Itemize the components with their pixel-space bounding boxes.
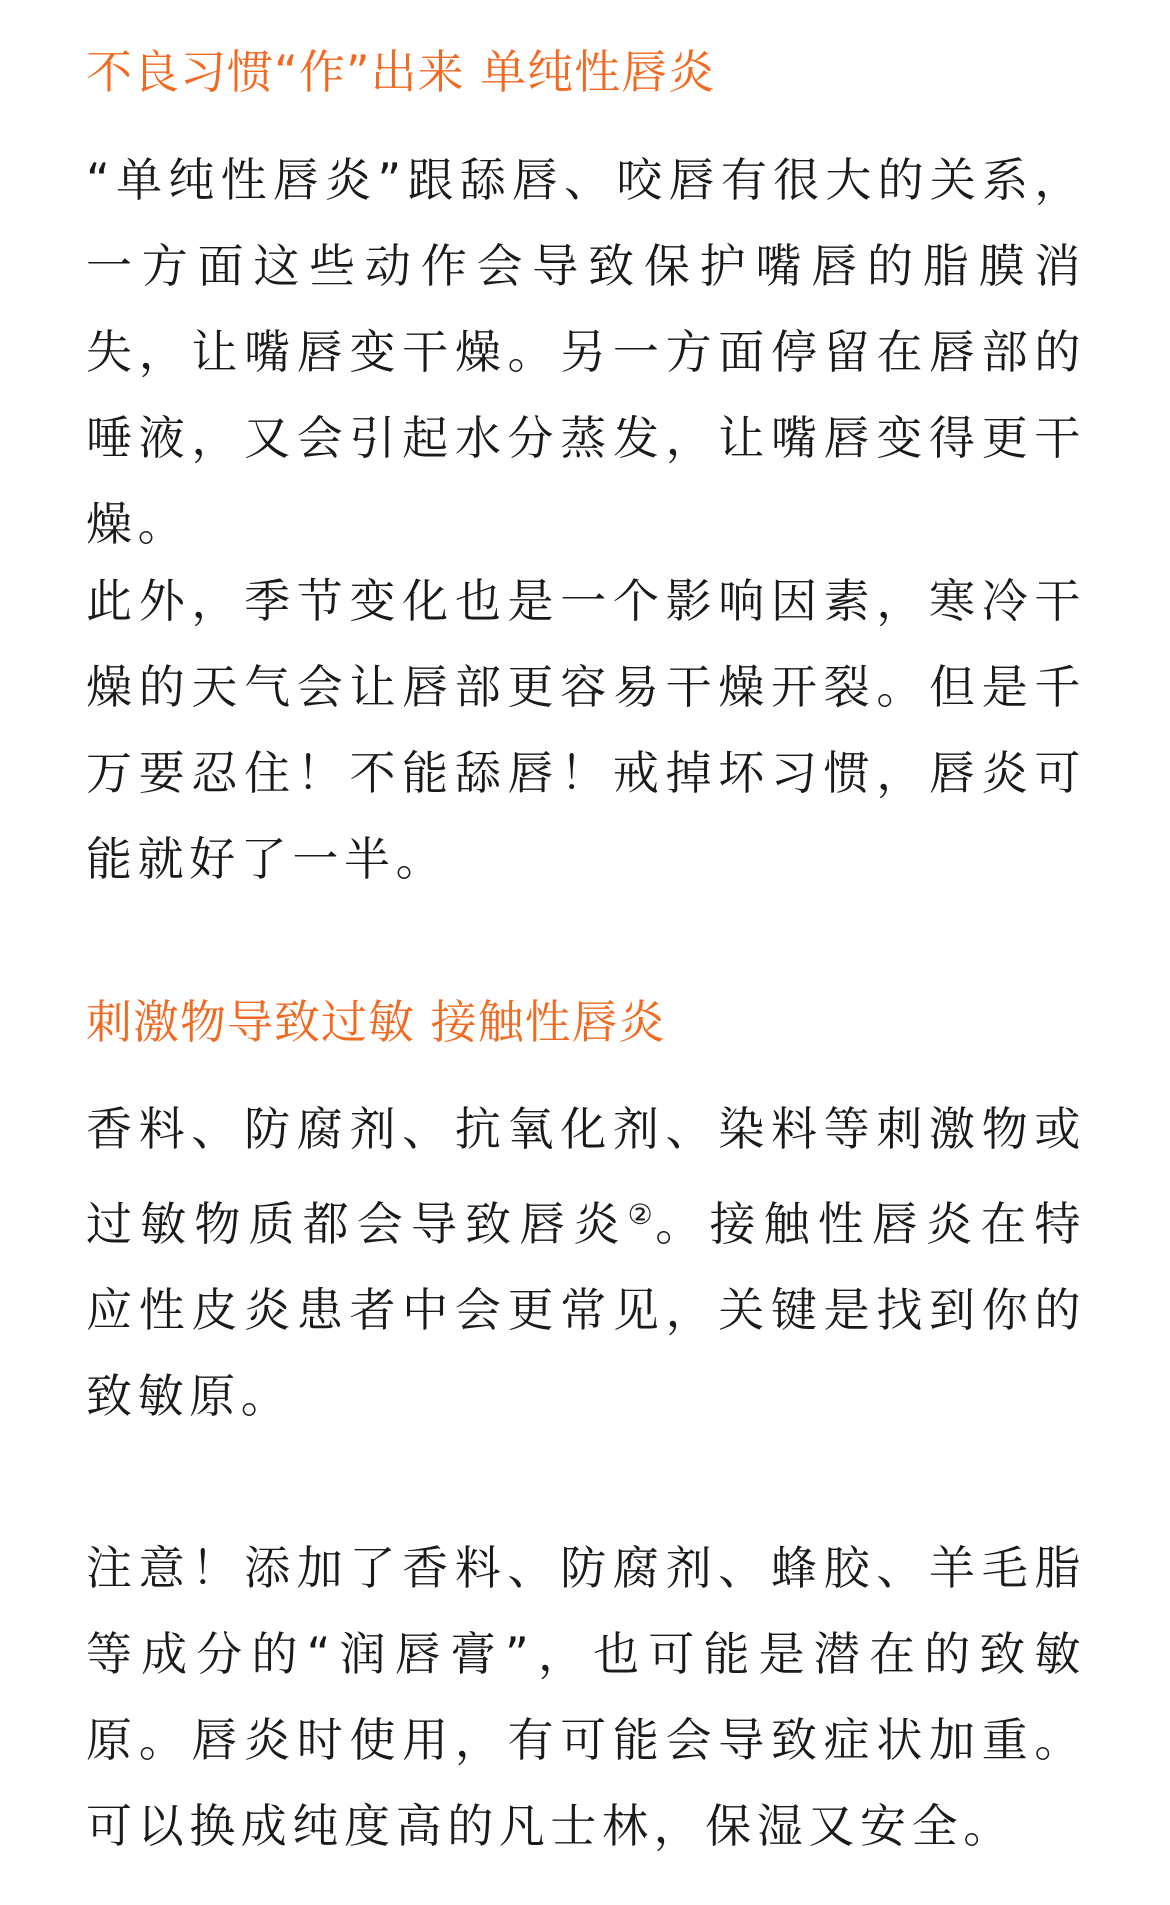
paragraph-lip-balm-warning: 注意！添加了香料、防腐剂、蜂胶、羊毛脂等成分的“润唇膏”，也可能是潜在的致敏原。唇炎时使用，有可能会导致症状加重。可以换成纯度高的凡士林，保湿又安全。 bbox=[86, 1541, 1086, 1853]
paragraph-season-factor: 此外，季节变化也是一个影响因素，寒冷干燥的天气会让唇部更容易干燥开裂。但是千万要忍住！不能舔唇！戒掉坏习惯，唇炎可能就好了一半。 bbox=[86, 574, 1086, 886]
section-heading-simple-cheilitis: 不良习惯“作”出来 单纯性唇炎 bbox=[86, 45, 716, 99]
reference-marker[interactable]: ② bbox=[627, 1198, 656, 1231]
section-heading-contact-cheilitis: 刺激物导致过敏 接触性唇炎 bbox=[86, 995, 666, 1049]
paragraph-simple-cheilitis-causes: “单纯性唇炎”跟舔唇、咬唇有很大的关系，一方面这些动作会导致保护嘴唇的脂膜消失，让嘴唇变干燥。另一方面停留在唇部的唾液，又会引起水分蒸发，让嘴唇变得更干燥。 bbox=[86, 153, 1086, 551]
paragraph-contact-cheilitis-causes bbox=[86, 1086, 1086, 1439]
paragraph-text-part: 香料、防腐剂、抗氧化剂、染料等刺激物或过敏物质都会导致唇炎 bbox=[86, 1102, 1086, 1251]
paragraph-text-part: 。接触性唇炎在特应性皮炎患者中会更常见，关键是找到你的致敏原。 bbox=[86, 1197, 1087, 1423]
